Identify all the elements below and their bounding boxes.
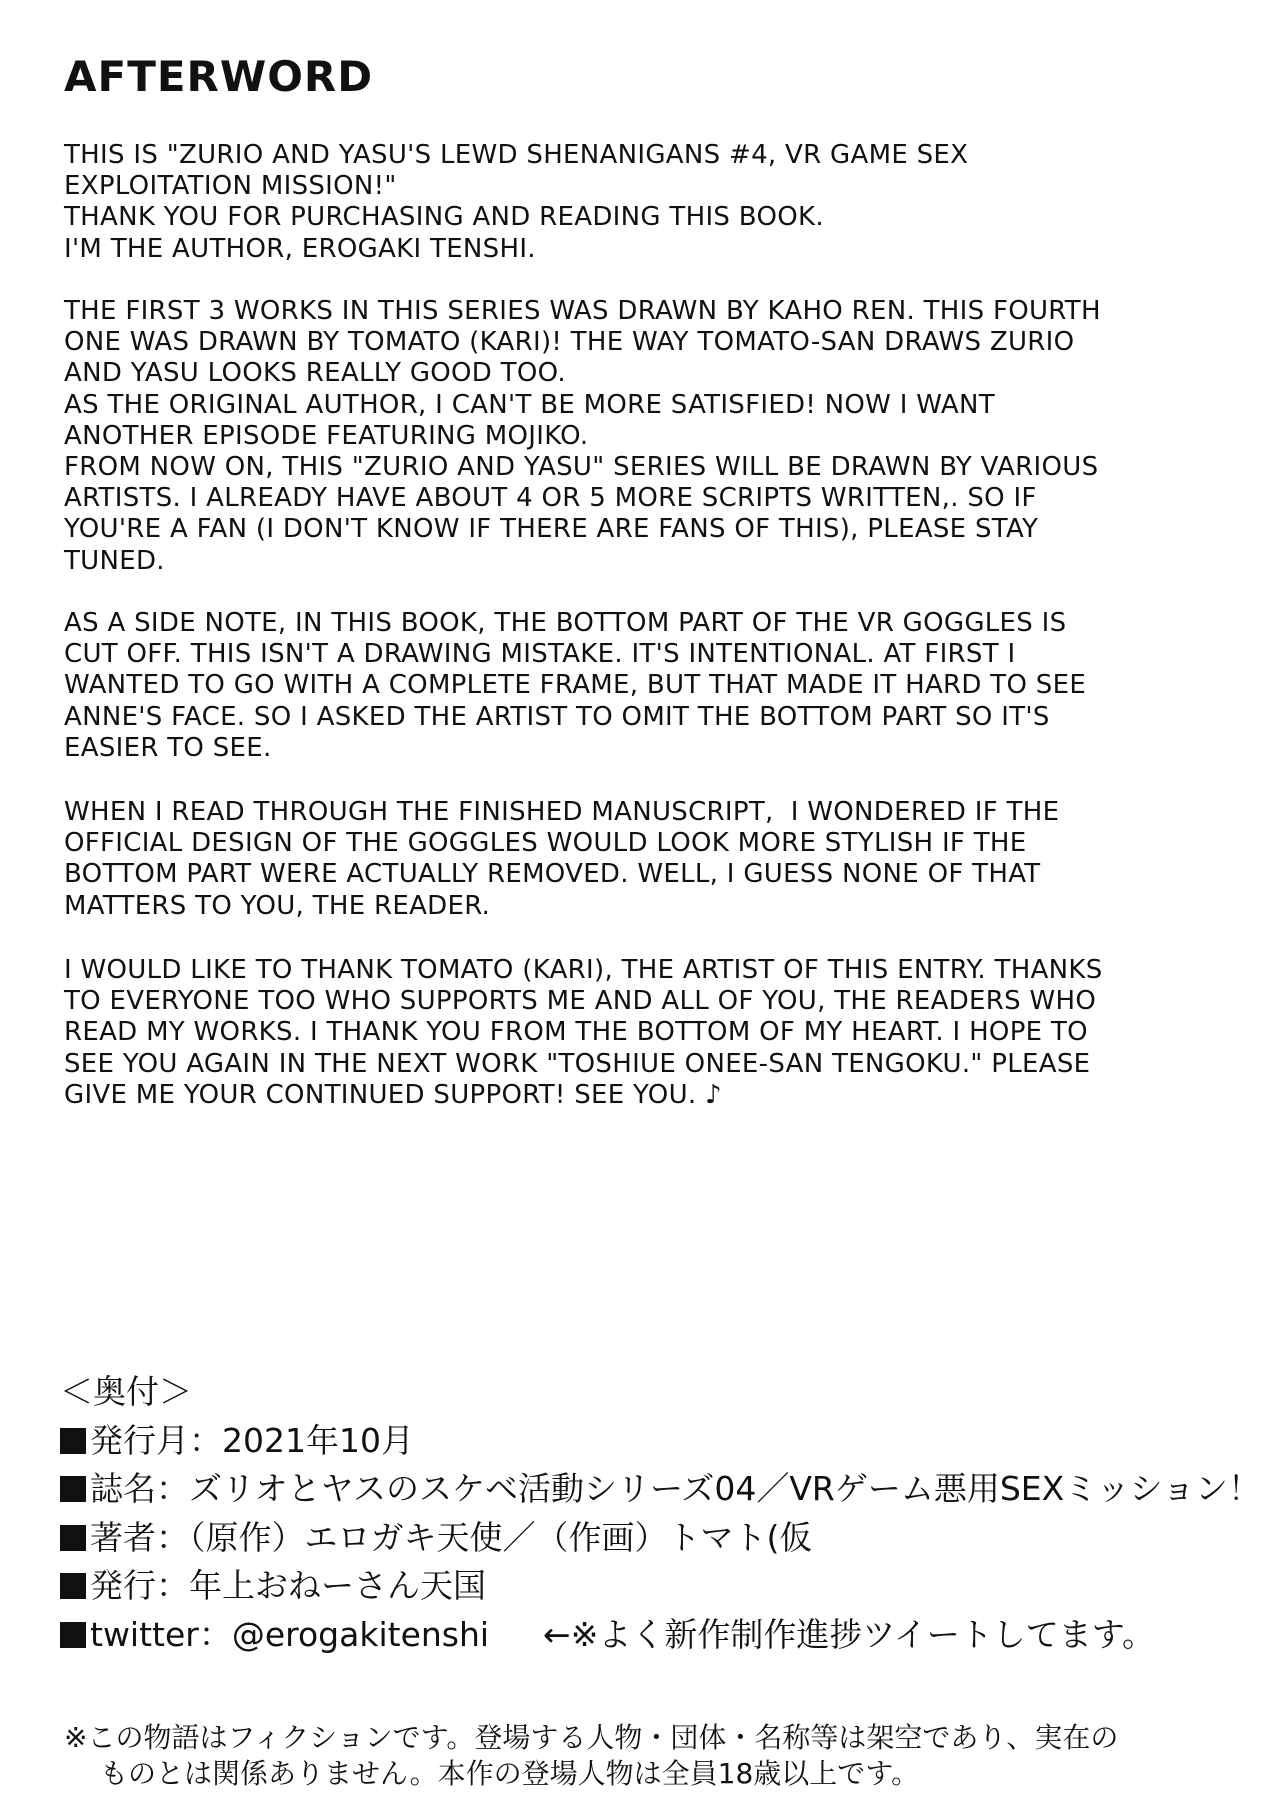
text-line: TUNED. bbox=[64, 545, 165, 576]
text-line: ARTISTS. I ALREADY HAVE ABOUT 4 OR 5 MORE SCRIPTS WRITTEN,. SO IF bbox=[64, 483, 1037, 514]
square-bullet-icon bbox=[60, 1622, 86, 1648]
colophon-row-title bbox=[60, 1465, 1261, 1514]
text-line: SEE YOU AGAIN IN THE NEXT WORK "TOSHIUE ONEE-SAN TENGOKU." PLEASE bbox=[64, 1048, 1091, 1079]
colophon-heading: ＜奥付＞ bbox=[60, 1372, 192, 1411]
paragraph-manuscript bbox=[64, 797, 1234, 922]
notice-line: ※この物語はフィクションです。登場する人物・団体・名称等は架空であり、実在の bbox=[64, 1721, 1119, 1754]
text-line: THANK YOU FOR PURCHASING AND READING THIS BOOK. bbox=[64, 202, 824, 233]
text-line: EASIER TO SEE. bbox=[64, 732, 272, 763]
text-line: THE FIRST 3 WORKS IN THIS SERIES WAS DRAWN BY KAHO REN. THIS FOURTH bbox=[64, 296, 1101, 326]
colophon-text: twitter：@erogakitenshi ←※よく新作制作進捗ツイートしてます。 bbox=[90, 1614, 1156, 1654]
text-line: GIVE ME YOUR CONTINUED SUPPORT! SEE YOU. ♪ bbox=[64, 1079, 722, 1110]
colophon-text: 著者：（原作）エロガキ天使／（作画）トマト(仮 bbox=[90, 1517, 813, 1557]
text-line: BOTTOM PART WERE ACTUALLY REMOVED. WELL, I GUESS NONE OF THAT bbox=[64, 859, 1041, 890]
text-line: WANTED TO GO WITH A COMPLETE FRAME, BUT THAT MADE IT HARD TO SEE bbox=[64, 670, 1087, 701]
text-line: AS A SIDE NOTE, IN THIS BOOK, THE BOTTOM PART OF THE VR GOGGLES IS bbox=[64, 608, 1067, 638]
text-line: WHEN I READ THROUGH THE FINISHED MANUSCRIPT, I WONDERED IF THE bbox=[64, 797, 1060, 827]
text-line: I WOULD LIKE TO THANK TOMATO (KARI), THE ARTIST OF THIS ENTRY. THANKS bbox=[64, 955, 1103, 985]
text-line: ONE WAS DRAWN BY TOMATO (KARI)! THE WAY TOMATO-SAN DRAWS ZURIO bbox=[64, 327, 1075, 358]
colophon-text: 発行月：2021年10月 bbox=[90, 1420, 414, 1460]
text-line: ANOTHER EPISODE FEATURING MOJIKO. bbox=[64, 420, 589, 451]
text-line: AND YASU LOOKS REALLY GOOD TOO. bbox=[64, 358, 566, 389]
text-line: CUT OFF. THIS ISN'T A DRAWING MISTAKE. IT'S INTENTIONAL. AT FIRST I bbox=[64, 639, 1016, 670]
square-bullet-icon bbox=[60, 1573, 86, 1599]
fiction-notice bbox=[64, 1720, 1244, 1792]
paragraph-intro bbox=[64, 140, 1234, 265]
text-line: ANNE'S FACE. SO I ASKED THE ARTIST TO OMIT THE BOTTOM PART SO IT'S bbox=[64, 701, 1050, 732]
text-line: YOU'RE A FAN (I DON'T KNOW IF THERE ARE FANS OF THIS), PLEASE STAY bbox=[64, 514, 1039, 545]
colophon bbox=[60, 1368, 1261, 1659]
text-line: AS THE ORIGINAL AUTHOR, I CAN'T BE MORE SATISFIED! NOW I WANT bbox=[64, 389, 995, 420]
paragraph-series bbox=[64, 296, 1234, 577]
colophon-row-twitter bbox=[60, 1611, 1240, 1660]
paragraph-thanks bbox=[64, 955, 1234, 1111]
colophon-row-date bbox=[60, 1417, 1240, 1466]
text-line: FROM NOW ON, THIS "ZURIO AND YASU" SERIES WILL BE DRAWN BY VARIOUS bbox=[64, 452, 1099, 483]
text-line: I'M THE AUTHOR, EROGAKI TENSHI. bbox=[64, 233, 536, 264]
notice-line: ものとは関係ありません。本作の登場人物は全員18歳以上です。 bbox=[100, 1757, 920, 1790]
text-line: OFFICIAL DESIGN OF THE GOGGLES WOULD LOOK MORE STYLISH IF THE bbox=[64, 828, 1027, 859]
page-title: AFTERWORD bbox=[64, 52, 374, 101]
text-line: THIS IS "ZURIO AND YASU'S LEWD SHENANIGANS #4, VR GAME SEX bbox=[64, 140, 969, 170]
square-bullet-icon bbox=[60, 1476, 86, 1502]
colophon-text: 発行：年上おねーさん天国 bbox=[90, 1566, 486, 1605]
colophon-row-publisher bbox=[60, 1562, 1240, 1611]
square-bullet-icon bbox=[60, 1525, 86, 1551]
colophon-row-author bbox=[60, 1514, 1240, 1563]
text-line: MATTERS TO YOU, THE READER. bbox=[64, 890, 491, 921]
paragraph-side-note bbox=[64, 608, 1234, 764]
text-line: READ MY WORKS. I THANK YOU FROM THE BOTTOM OF MY HEART. I HOPE TO bbox=[64, 1017, 1088, 1048]
text-line: TO EVERYONE TOO WHO SUPPORTS ME AND ALL OF YOU, THE READERS WHO bbox=[64, 986, 1097, 1017]
colophon-text: 誌名：ズリオとヤスのスケベ活動シリーズ04／VRゲーム悪用SEXミッション！ bbox=[90, 1469, 1261, 1508]
square-bullet-icon bbox=[60, 1428, 86, 1454]
text-line: EXPLOITATION MISSION!" bbox=[64, 171, 397, 202]
